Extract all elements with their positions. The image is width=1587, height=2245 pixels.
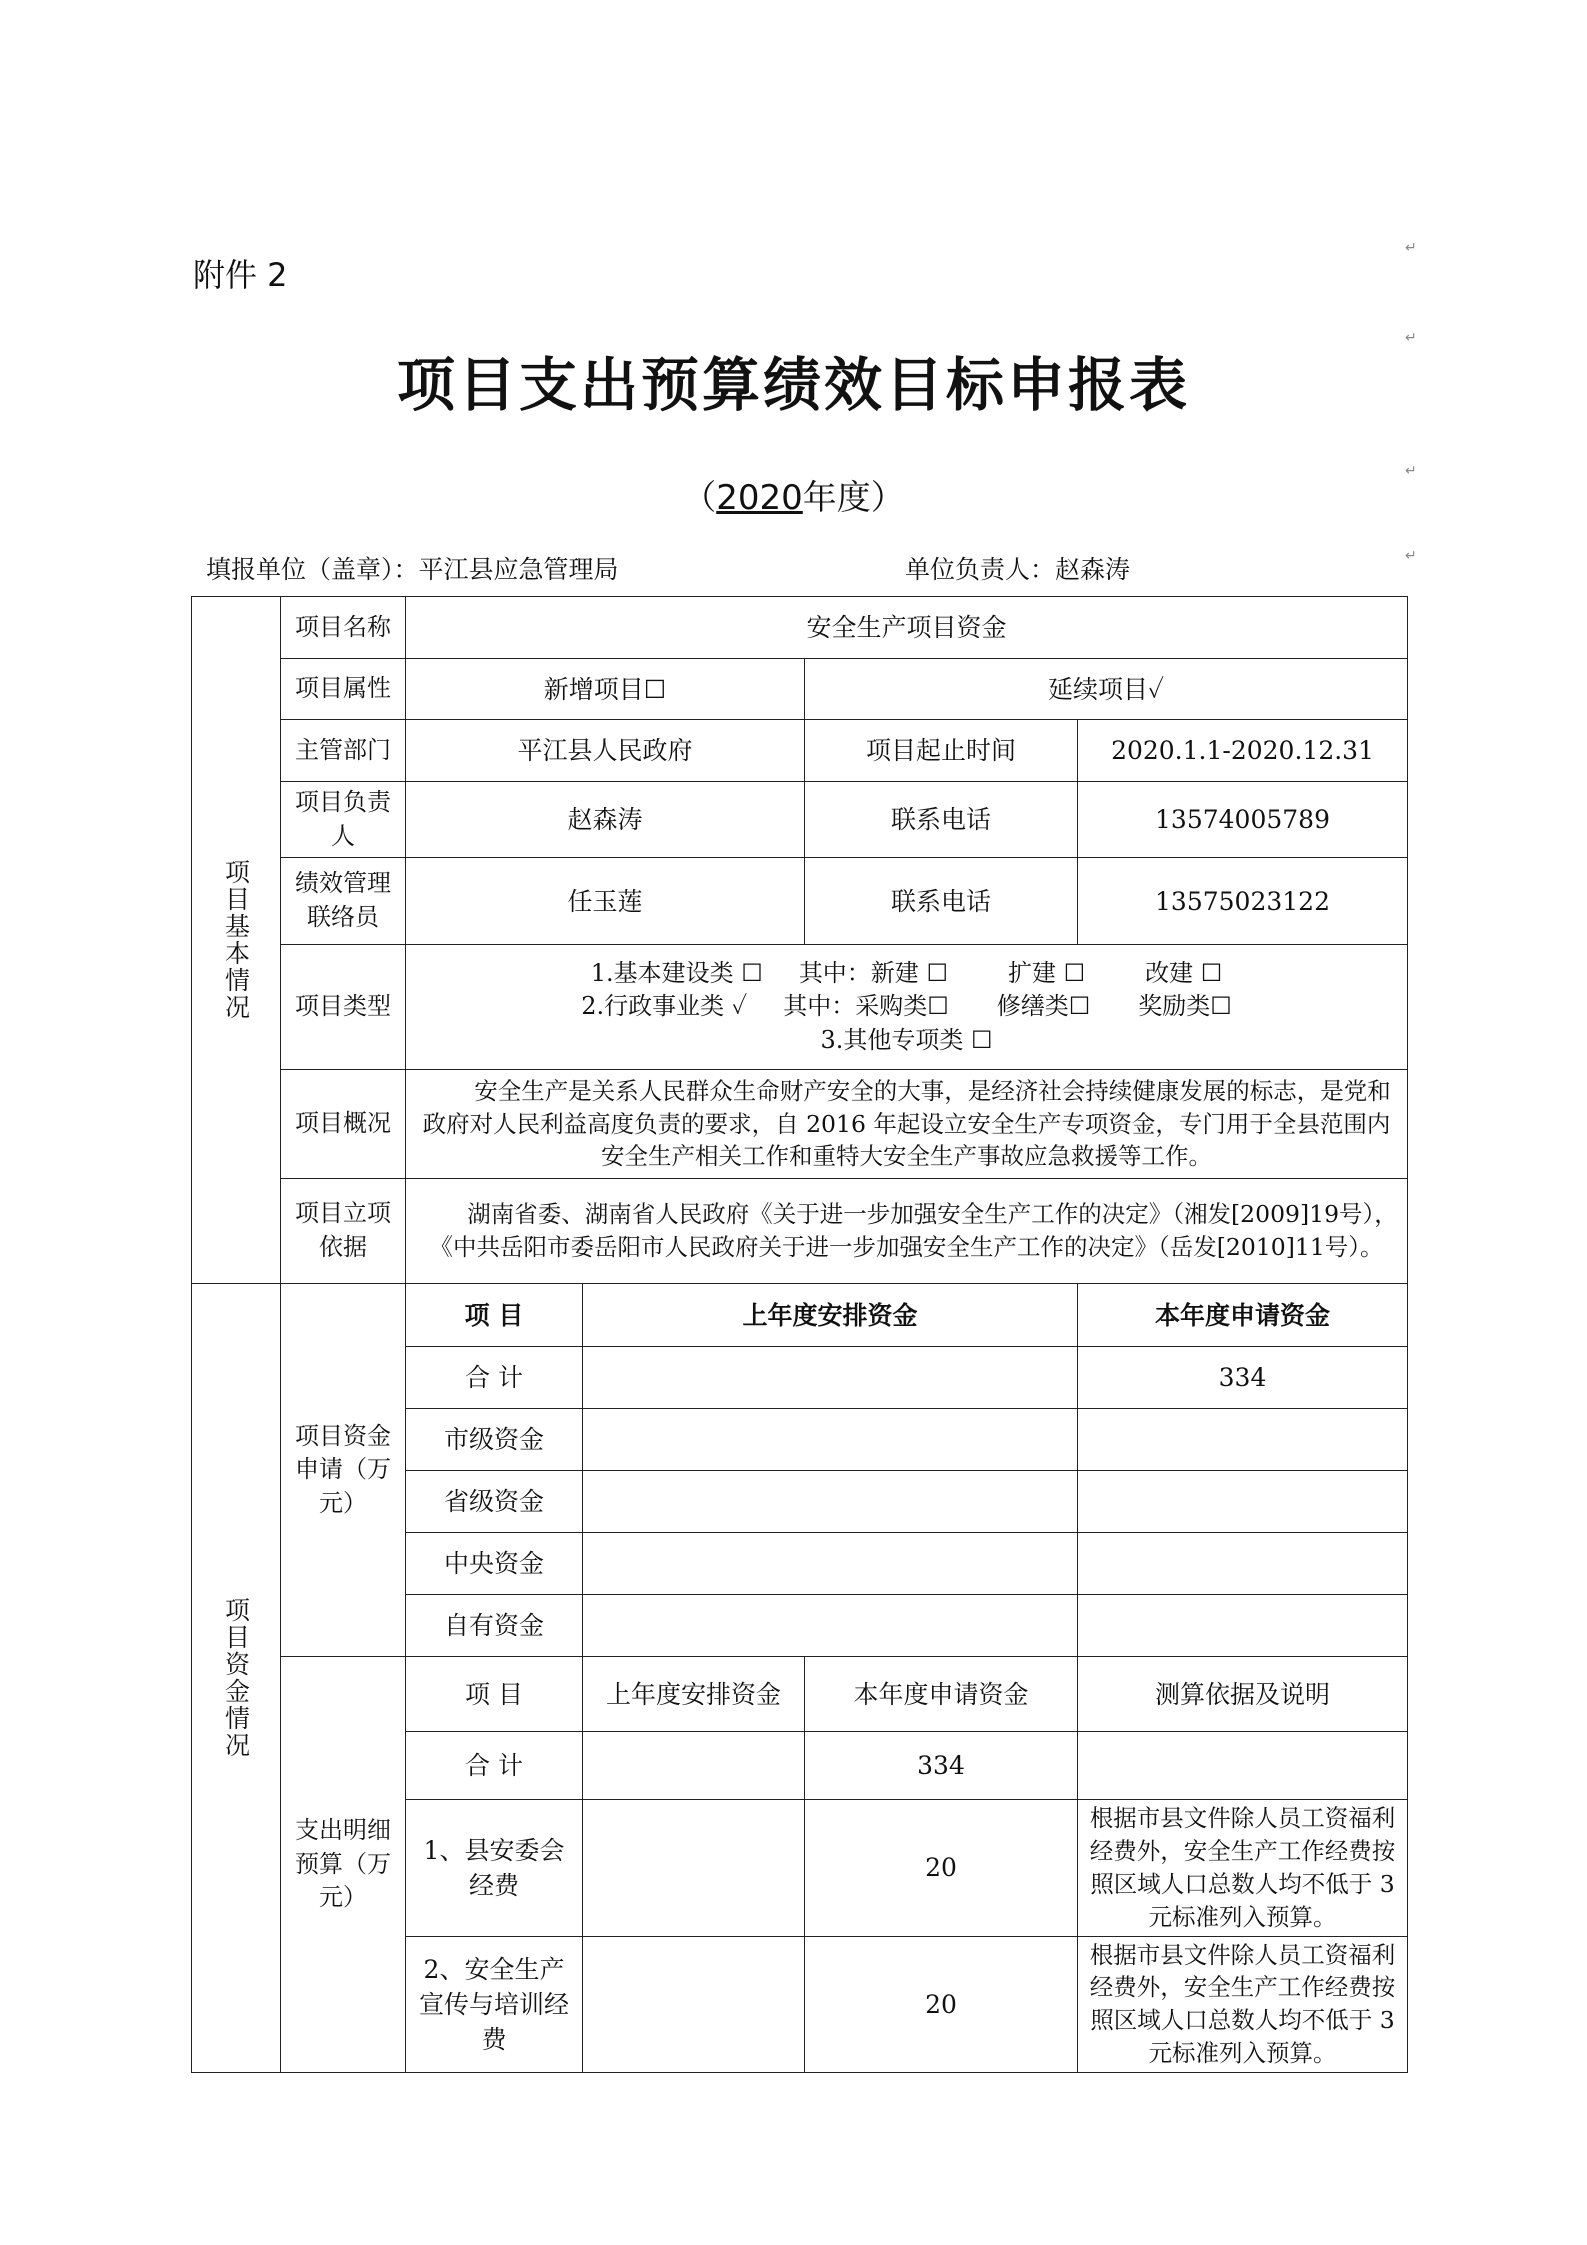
detail-row-note: 根据市县文件除人员工资福利经费外，安全生产工作经费按照区域人口总数人均不低于 3 元标准列入预算。: [1078, 1936, 1408, 2073]
type-option: 其中：新建 ☐: [798, 958, 948, 987]
detail-row-item: 合 计: [406, 1732, 583, 1800]
detail-row-item: 1、县安委会经费: [406, 1800, 583, 1937]
project-name-value: 安全生产项目资金: [406, 597, 1408, 659]
overview-content: 安全生产是关系人民群众生命财产安全的大事，是经济社会持续健康发展的标志，是党和政府对人民利益高度负责的要求，自 2016 年起设立安全生产专项资金，专门用于全县范围内安全生产相关工作和重特大安全生产事故应急救援等工作。: [422, 1076, 1391, 1171]
apply-row-current: [1078, 1533, 1408, 1595]
period-value: 2020.1.1-2020.12.31: [1078, 720, 1408, 782]
year-prefix: （: [682, 478, 717, 518]
apply-row-item: 市级资金: [406, 1409, 583, 1471]
leader-phone-label: 联系电话: [805, 782, 1078, 858]
detail-header-item: 项 目: [406, 1657, 583, 1732]
paragraph-mark-icon: ↵: [1405, 330, 1417, 346]
type-option: 扩建 ☐: [1007, 958, 1086, 987]
section-basic-info: 项目基本情况: [192, 597, 281, 1284]
type-line-1: [412, 957, 1401, 991]
apply-row-last: [583, 1533, 1078, 1595]
fund-application-label: 项目资金申请（万元）: [281, 1284, 406, 1657]
type-option: 改建 ☐: [1145, 958, 1223, 987]
apply-row-current: [1078, 1471, 1408, 1533]
paragraph-mark-icon: ↵: [1405, 548, 1417, 564]
leader-phone-value: 13574005789: [1078, 782, 1408, 858]
expense-detail-label: 支出明细预算（万元）: [281, 1657, 406, 2073]
form-title: 项目支出预算绩效目标申报表: [396, 351, 1190, 419]
apply-header-item: 项 目: [406, 1284, 583, 1347]
type-line-2: [412, 990, 1401, 1024]
unit-head: 单位负责人：赵森涛: [905, 555, 1131, 584]
apply-row-last: [583, 1347, 1078, 1409]
apply-row-item: 省级资金: [406, 1471, 583, 1533]
filling-unit: 填报单位（盖章）：平江县应急管理局: [206, 555, 619, 584]
type-option: 奖励类☐: [1138, 992, 1232, 1021]
basis-text: [406, 1179, 1408, 1284]
liaison-label: 绩效管理联络员: [281, 858, 406, 945]
apply-row-last: [583, 1595, 1078, 1657]
detail-row-note: [1078, 1732, 1408, 1800]
apply-row-item: 自有资金: [406, 1595, 583, 1657]
detail-row-current: 334: [805, 1732, 1078, 1800]
apply-row-current: [1078, 1409, 1408, 1471]
apply-row-last: [583, 1409, 1078, 1471]
continued-project-checkbox: 延续项目✓: [805, 659, 1408, 720]
overview-text: [406, 1070, 1408, 1179]
section-funds: 项目资金情况: [192, 1284, 281, 2073]
type-option: 1.基本建设类 ☐: [590, 958, 763, 987]
apply-row-current: 334: [1078, 1347, 1408, 1409]
type-option: 3.其他专项类 ☐: [820, 1025, 993, 1054]
type-option: 2.行政事业类 ✓: [581, 992, 748, 1021]
basis-content: 湖南省委、湖南省人民政府《关于进一步加强安全生产工作的决定》（湘发[2009]19号），《中共岳阳市委岳阳市人民政府关于进一步加强安全生产工作的决定》（岳发[2010]11号）。: [429, 1200, 1398, 1261]
basis-label: 项目立项依据: [281, 1179, 406, 1284]
detail-row-note: 根据市县文件除人员工资福利经费外，安全生产工作经费按照区域人口总数人均不低于 3 元标准列入预算。: [1078, 1800, 1408, 1937]
project-leader-label: 项目负责人: [281, 782, 406, 858]
type-option: 修缮类☐: [996, 992, 1091, 1021]
detail-header-last-year: 上年度安排资金: [583, 1657, 805, 1732]
apply-row-item: 合 计: [406, 1347, 583, 1409]
paragraph-mark-icon: ↵: [1405, 240, 1417, 256]
detail-row-last: [583, 1800, 805, 1937]
type-option: 其中：采购类☐: [783, 992, 949, 1021]
detail-row-item: 2、安全生产宣传与培训经费: [406, 1936, 583, 2073]
project-type-label: 项目类型: [281, 945, 406, 1070]
detail-row-current: 20: [805, 1936, 1078, 2073]
apply-header-this-year: 本年度申请资金: [1078, 1284, 1408, 1347]
department-label: 主管部门: [281, 720, 406, 782]
project-type-options: [406, 945, 1408, 1070]
apply-header-last-year: 上年度安排资金: [583, 1284, 1078, 1347]
new-project-checkbox: 新增项目☐: [406, 659, 805, 720]
year-suffix: 年度）: [802, 478, 905, 518]
year-value: 2020: [716, 478, 803, 518]
overview-label: 项目概况: [281, 1070, 406, 1179]
apply-row-item: 中央资金: [406, 1533, 583, 1595]
liaison-value: 任玉莲: [406, 858, 805, 945]
attachment-label: 附件 2: [193, 256, 288, 294]
paragraph-mark-icon: ↵: [1405, 463, 1417, 479]
project-leader-value: 赵森涛: [406, 782, 805, 858]
detail-header-this-year: 本年度申请资金: [805, 1657, 1078, 1732]
apply-row-current: [1078, 1595, 1408, 1657]
liaison-phone-label: 联系电话: [805, 858, 1078, 945]
detail-header-basis: 测算依据及说明: [1078, 1657, 1408, 1732]
year-line: [0, 470, 1587, 519]
liaison-phone-value: 13575023122: [1078, 858, 1408, 945]
project-name-label: 项目名称: [281, 597, 406, 659]
period-label: 项目起止时间: [805, 720, 1078, 782]
project-attribute-label: 项目属性: [281, 659, 406, 720]
detail-row-current: 20: [805, 1800, 1078, 1937]
performance-form-table: [191, 596, 1408, 2073]
apply-row-last: [583, 1471, 1078, 1533]
type-line-3: [412, 1024, 1401, 1058]
detail-row-last: [583, 1732, 805, 1800]
detail-row-last: [583, 1936, 805, 2073]
department-value: 平江县人民政府: [406, 720, 805, 782]
